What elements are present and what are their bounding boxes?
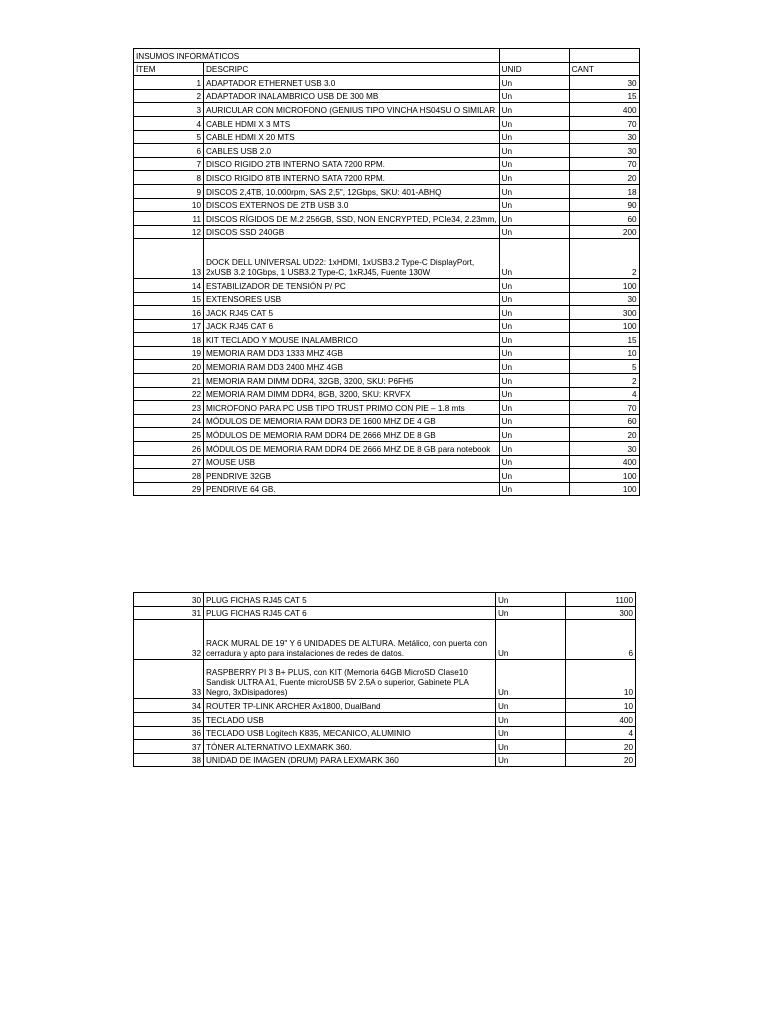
table-row <box>134 442 640 456</box>
table-row <box>134 76 640 90</box>
table-row <box>134 414 640 428</box>
quantity-cell[interactable]: 20 <box>566 753 636 767</box>
description-cell[interactable]: TECLADO USB Logitech K835, MECANICO, ALUMINIO <box>204 726 496 740</box>
item-number-cell[interactable]: 29 <box>134 482 204 496</box>
item-number-cell[interactable]: 5 <box>134 130 204 144</box>
table-row <box>134 225 640 239</box>
unit-cell[interactable]: Un <box>499 76 569 90</box>
unit-cell[interactable]: Un <box>499 292 569 306</box>
table-row <box>134 212 640 226</box>
item-number-cell[interactable]: 7 <box>134 157 204 171</box>
description-cell[interactable]: ROUTER TP-LINK ARCHER Ax1800, DualBand <box>204 699 496 713</box>
item-number-cell[interactable]: 36 <box>134 726 204 740</box>
item-number-cell[interactable]: 33 <box>134 659 204 699</box>
table-row <box>134 712 636 726</box>
table-row <box>134 482 640 496</box>
item-number-cell[interactable]: 15 <box>134 292 204 306</box>
table-row <box>134 469 640 483</box>
item-number-cell[interactable]: 23 <box>134 401 204 415</box>
table-row <box>134 239 640 279</box>
item-number-cell[interactable]: 37 <box>134 740 204 754</box>
table-row <box>134 278 640 292</box>
empty-cell[interactable] <box>499 49 569 63</box>
item-number-cell[interactable]: 3 <box>134 103 204 117</box>
quantity-cell[interactable]: 400 <box>566 712 636 726</box>
description-cell[interactable]: MICROFONO PARA PC USB TIPO TRUST PRIMO CON PIE – 1.8 mts <box>204 401 500 415</box>
header-description[interactable]: DESCRIPC <box>204 62 500 76</box>
quantity-cell[interactable]: 20 <box>569 428 639 442</box>
description-cell[interactable]: KIT TECLADO Y MOUSE INALAMBRICO <box>204 333 500 347</box>
description-cell[interactable]: UNIDAD DE IMAGEN (DRUM) PARA LEXMARK 360 <box>204 753 496 767</box>
item-number-cell[interactable]: 20 <box>134 360 204 374</box>
header-row <box>134 62 640 76</box>
unit-cell[interactable]: Un <box>499 374 569 388</box>
item-number-cell[interactable]: 9 <box>134 184 204 198</box>
header-unit[interactable]: UNID <box>499 62 569 76</box>
description-cell[interactable]: MÓDULOS DE MEMORIA RAM DDR3 DE 1600 MHZ DE 4 GB <box>204 414 500 428</box>
description-cell[interactable]: DISCO RIGIDO 8TB INTERNO SATA 7200 RPM. <box>204 171 500 185</box>
quantity-cell[interactable]: 300 <box>569 306 639 320</box>
unit-cell[interactable]: Un <box>499 346 569 360</box>
description-cell[interactable]: DISCOS RÍGIDOS DE M.2 256GB, SSD, NON ENCRYPTED, PCIe34, 2.23mm, <box>204 212 500 226</box>
quantity-cell[interactable]: 90 <box>569 198 639 212</box>
unit-cell[interactable]: Un <box>499 144 569 158</box>
table-row <box>134 428 640 442</box>
quantity-cell[interactable]: 200 <box>569 225 639 239</box>
table-row <box>134 699 636 713</box>
quantity-cell[interactable]: 6 <box>566 620 636 660</box>
quantity-cell[interactable]: 100 <box>569 278 639 292</box>
table-row <box>134 374 640 388</box>
unit-cell[interactable]: Un <box>499 225 569 239</box>
quantity-cell[interactable]: 30 <box>569 76 639 90</box>
supplies-table-part-1 <box>133 48 640 496</box>
table-row <box>134 306 640 320</box>
table-row <box>134 198 640 212</box>
quantity-cell[interactable]: 2 <box>569 239 639 279</box>
unit-cell[interactable]: Un <box>496 606 566 620</box>
header-quantity[interactable]: CANT <box>569 62 639 76</box>
table-row <box>134 740 636 754</box>
unit-cell[interactable]: Un <box>499 278 569 292</box>
item-number-cell[interactable]: 22 <box>134 387 204 401</box>
table-row <box>134 346 640 360</box>
table-row <box>134 319 640 333</box>
item-number-cell[interactable]: 24 <box>134 414 204 428</box>
table-row <box>134 606 636 620</box>
quantity-cell[interactable]: 20 <box>566 740 636 754</box>
unit-cell[interactable]: Un <box>499 198 569 212</box>
unit-cell[interactable]: Un <box>499 171 569 185</box>
quantity-cell[interactable]: 30 <box>569 130 639 144</box>
item-number-cell[interactable]: 27 <box>134 455 204 469</box>
item-number-cell[interactable]: 14 <box>134 278 204 292</box>
quantity-cell[interactable]: 100 <box>569 319 639 333</box>
table-row <box>134 726 636 740</box>
unit-cell[interactable]: Un <box>499 89 569 103</box>
empty-cell[interactable] <box>569 49 639 63</box>
item-number-cell[interactable]: 31 <box>134 606 204 620</box>
supplies-table-part-2 <box>133 592 636 767</box>
description-cell[interactable]: JACK RJ45 CAT 5 <box>204 306 500 320</box>
table-row <box>134 171 640 185</box>
table-row <box>134 387 640 401</box>
unit-cell[interactable]: Un <box>499 482 569 496</box>
quantity-cell[interactable]: 10 <box>569 346 639 360</box>
item-number-cell[interactable]: 32 <box>134 620 204 660</box>
description-cell[interactable]: ADAPTADOR INALAMBRICO USB DE 300 MB <box>204 89 500 103</box>
item-number-cell[interactable]: 34 <box>134 699 204 713</box>
quantity-cell[interactable]: 60 <box>569 212 639 226</box>
item-number-cell[interactable]: 10 <box>134 198 204 212</box>
description-cell[interactable]: ESTABILIZADOR DE TENSIÓN P/ PC <box>204 278 500 292</box>
description-cell[interactable]: DISCO RIGIDO 2TB INTERNO SATA 7200 RPM. <box>204 157 500 171</box>
description-cell[interactable]: JACK RJ45 CAT 6 <box>204 319 500 333</box>
description-cell[interactable]: PLUG FICHAS RJ45 CAT 6 <box>204 606 496 620</box>
quantity-cell[interactable]: 30 <box>569 442 639 456</box>
table-row <box>134 103 640 117</box>
item-number-cell[interactable]: 21 <box>134 374 204 388</box>
table-row <box>134 753 636 767</box>
description-cell[interactable]: MÓDULOS DE MEMORIA RAM DDR4 DE 2666 MHZ DE 8 GB para notebook <box>204 442 500 456</box>
quantity-cell[interactable]: 70 <box>569 157 639 171</box>
table-row <box>134 659 636 699</box>
unit-cell[interactable]: Un <box>499 116 569 130</box>
quantity-cell[interactable]: 15 <box>569 89 639 103</box>
unit-cell[interactable]: Un <box>496 593 566 607</box>
unit-cell[interactable]: Un <box>499 360 569 374</box>
quantity-cell[interactable]: 400 <box>569 103 639 117</box>
quantity-cell[interactable]: 20 <box>569 171 639 185</box>
description-cell[interactable]: DISCOS SSD 240GB <box>204 225 500 239</box>
unit-cell[interactable]: Un <box>499 469 569 483</box>
quantity-cell[interactable]: 100 <box>569 469 639 483</box>
header-item[interactable]: ÍTEM <box>134 62 204 76</box>
description-cell[interactable]: CABLE HDMI X 3 MTS <box>204 116 500 130</box>
quantity-cell[interactable]: 2 <box>569 374 639 388</box>
unit-cell[interactable]: Un <box>499 387 569 401</box>
quantity-cell[interactable]: 5 <box>569 360 639 374</box>
description-cell[interactable]: EXTENSORES USB <box>204 292 500 306</box>
unit-cell[interactable]: Un <box>499 212 569 226</box>
unit-cell[interactable]: Un <box>499 130 569 144</box>
unit-cell[interactable]: Un <box>499 306 569 320</box>
quantity-cell[interactable]: 70 <box>569 401 639 415</box>
unit-cell[interactable]: Un <box>499 442 569 456</box>
quantity-cell[interactable]: 60 <box>569 414 639 428</box>
quantity-cell[interactable]: 18 <box>569 184 639 198</box>
item-number-cell[interactable]: 8 <box>134 171 204 185</box>
item-number-cell[interactable]: 12 <box>134 225 204 239</box>
table-row <box>134 333 640 347</box>
description-cell[interactable]: CABLES USB 2.0 <box>204 144 500 158</box>
description-cell[interactable]: RACK MURAL DE 19" Y 6 UNIDADES DE ALTURA. Metálico, con puerta con cerradura y apto para instalaciones de redes de datos. <box>204 620 496 660</box>
quantity-cell[interactable]: 10 <box>566 659 636 699</box>
unit-cell[interactable]: Un <box>499 184 569 198</box>
table-row <box>134 620 636 660</box>
item-number-cell[interactable]: 28 <box>134 469 204 483</box>
unit-cell[interactable]: Un <box>496 699 566 713</box>
description-cell[interactable]: DOCK DELL UNIVERSAL UD22: 1xHDMI, 1xUSB3.2 Type-C DisplayPort, 2xUSB 3.2 10Gbps, 1 USB3.2 Type-C, 1xRJ45, Fuente 130W <box>204 239 500 279</box>
description-cell[interactable]: TECLADO USB <box>204 712 496 726</box>
title-row <box>134 49 640 63</box>
description-cell[interactable]: MÓDULOS DE MEMORIA RAM DDR4 DE 2666 MHZ DE 8 GB <box>204 428 500 442</box>
description-cell[interactable]: MEMORIA RAM DD3 2400 MHZ 4GB <box>204 360 500 374</box>
quantity-cell[interactable]: 15 <box>569 333 639 347</box>
table-row <box>134 455 640 469</box>
description-cell[interactable]: AURICULAR CON MICROFONO (GENIUS TIPO VINCHA HS04SU O SIMILAR <box>204 103 500 117</box>
description-cell[interactable]: TÓNER ALTERNATIVO LEXMARK 360. <box>204 740 496 754</box>
item-number-cell[interactable]: 17 <box>134 319 204 333</box>
item-number-cell[interactable]: 19 <box>134 346 204 360</box>
unit-cell[interactable]: Un <box>499 239 569 279</box>
quantity-cell[interactable]: 300 <box>566 606 636 620</box>
unit-cell[interactable]: Un <box>499 103 569 117</box>
unit-cell[interactable]: Un <box>496 740 566 754</box>
table-row <box>134 292 640 306</box>
table-row <box>134 360 640 374</box>
item-number-cell[interactable]: 35 <box>134 712 204 726</box>
description-cell[interactable]: DISCOS 2,4TB, 10.000rpm, SAS 2,5", 12Gbps, SKU: 401-ABHQ <box>204 184 500 198</box>
unit-cell[interactable]: Un <box>499 319 569 333</box>
unit-cell[interactable]: Un <box>499 157 569 171</box>
unit-cell[interactable]: Un <box>496 620 566 660</box>
unit-cell[interactable]: Un <box>496 659 566 699</box>
quantity-cell[interactable]: 1100 <box>566 593 636 607</box>
description-cell[interactable]: MEMORIA RAM DD3 1333 MHZ 4GB <box>204 346 500 360</box>
item-number-cell[interactable]: 11 <box>134 212 204 226</box>
item-number-cell[interactable]: 4 <box>134 116 204 130</box>
description-cell[interactable]: RASPBERRY PI 3 B+ PLUS, con KIT (Memoria 64GB MicroSD Clase10 Sandisk ULTRA A1, Fuente microUSB 5V 2.5A o superior, Gabinete PLA Negro, 3xDisipadores) <box>204 659 496 699</box>
quantity-cell[interactable]: 10 <box>566 699 636 713</box>
unit-cell[interactable]: Un <box>496 712 566 726</box>
description-cell[interactable]: PENDRIVE 64 GB. <box>204 482 500 496</box>
unit-cell[interactable]: Un <box>496 726 566 740</box>
sheet-title[interactable]: INSUMOS INFORMÁTICOS <box>134 49 500 63</box>
table-row <box>134 401 640 415</box>
item-number-cell[interactable]: 2 <box>134 89 204 103</box>
item-number-cell[interactable]: 38 <box>134 753 204 767</box>
unit-cell[interactable]: Un <box>499 455 569 469</box>
description-cell[interactable]: MEMORIA RAM DIMM DDR4, 8GB, 3200, SKU: KRVFX <box>204 387 500 401</box>
quantity-cell[interactable]: 30 <box>569 292 639 306</box>
item-number-cell[interactable]: 30 <box>134 593 204 607</box>
description-cell[interactable]: DISCOS EXTERNOS DE 2TB USB 3.0 <box>204 198 500 212</box>
description-cell[interactable]: CABLE HDMI X 20 MTS <box>204 130 500 144</box>
table-row <box>134 144 640 158</box>
unit-cell[interactable]: Un <box>499 333 569 347</box>
item-number-cell[interactable]: 1 <box>134 76 204 90</box>
item-number-cell[interactable]: 26 <box>134 442 204 456</box>
unit-cell[interactable]: Un <box>496 753 566 767</box>
description-cell[interactable]: PENDRIVE 32GB <box>204 469 500 483</box>
quantity-cell[interactable]: 4 <box>569 387 639 401</box>
unit-cell[interactable]: Un <box>499 401 569 415</box>
item-number-cell[interactable]: 13 <box>134 239 204 279</box>
quantity-cell[interactable]: 400 <box>569 455 639 469</box>
item-number-cell[interactable]: 6 <box>134 144 204 158</box>
description-cell[interactable]: MOUSE USB <box>204 455 500 469</box>
table-row <box>134 593 636 607</box>
item-number-cell[interactable]: 16 <box>134 306 204 320</box>
table-row <box>134 130 640 144</box>
description-cell[interactable]: PLUG FICHAS RJ45 CAT 5 <box>204 593 496 607</box>
table-row <box>134 184 640 198</box>
unit-cell[interactable]: Un <box>499 414 569 428</box>
unit-cell[interactable]: Un <box>499 428 569 442</box>
description-cell[interactable]: ADAPTADOR ETHERNET USB 3.0 <box>204 76 500 90</box>
quantity-cell[interactable]: 100 <box>569 482 639 496</box>
description-cell[interactable]: MEMORIA RAM DIMM DDR4, 32GB, 3200, SKU: P6FH5 <box>204 374 500 388</box>
item-number-cell[interactable]: 18 <box>134 333 204 347</box>
item-number-cell[interactable]: 25 <box>134 428 204 442</box>
table-row <box>134 89 640 103</box>
table-row <box>134 157 640 171</box>
table-row <box>134 116 640 130</box>
quantity-cell[interactable]: 4 <box>566 726 636 740</box>
quantity-cell[interactable]: 30 <box>569 144 639 158</box>
quantity-cell[interactable]: 70 <box>569 116 639 130</box>
